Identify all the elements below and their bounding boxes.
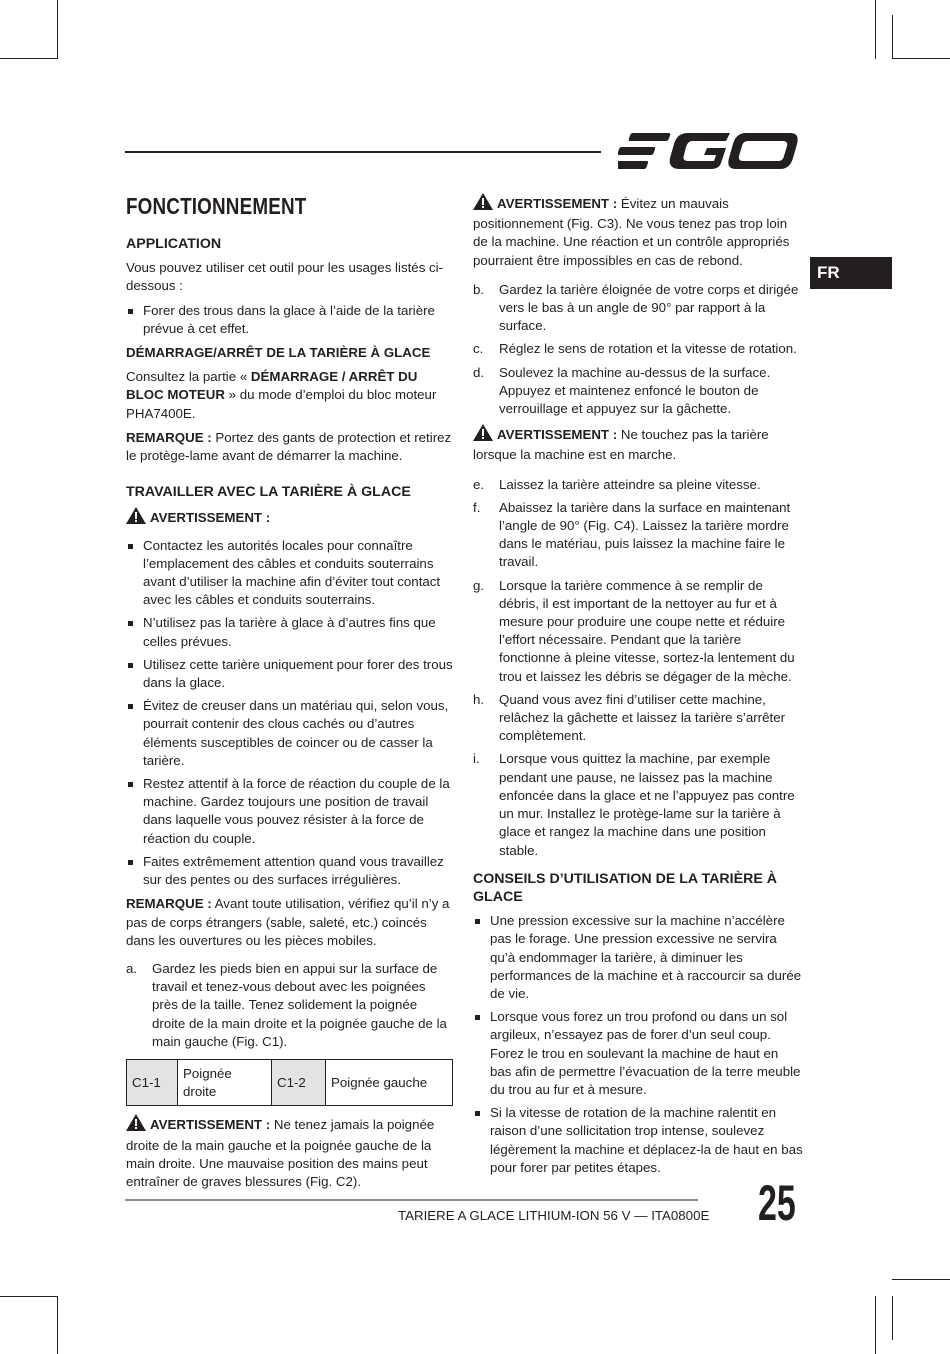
table-cell: C1-1 — [127, 1059, 178, 1105]
warning-text: Ne tenez jamais la poignée droite de la main gauche et la poignée gauche de la main droite. Une mauvaise position des mains peut entraîner de graves blessures (Fig. C2). — [126, 1117, 435, 1189]
table-cell: C1-2 — [272, 1059, 326, 1105]
right-column — [473, 193, 803, 1183]
tips-list — [473, 912, 803, 1177]
warning-label: AVERTISSEMENT : — [497, 427, 618, 443]
step-letter: d. — [473, 364, 485, 380]
list-item: Faites extrêmement attention quand vous travaillez sur des pentes ou des surfaces irrégulières. — [126, 853, 454, 889]
warning-paragraph — [473, 193, 803, 270]
warning-label: AVERTISSEMENT : — [497, 196, 618, 211]
working-list — [126, 537, 454, 890]
list-item: Une pression excessive sur la machine n’accélère pas le forage. Une pression excessive ne servira qu’à endommager la tarière, à diminuer les performances de la machine et à raccourcir sa durée de vie. — [473, 912, 803, 1003]
warning-icon — [473, 193, 493, 215]
footer-product-name: TARIERE A GLACE LITHIUM-ION 56 V — ITA0800E — [398, 1208, 710, 1223]
step-item — [473, 476, 803, 494]
warning-paragraph — [126, 1114, 454, 1191]
crop-mark — [0, 58, 58, 59]
step-item — [126, 960, 454, 1051]
step-text: Gardez les pieds bien en appui sur la surface de travail et tenez-vous debout avec les poignées près de la taille. Tenez solidement la poignée droite de la main droite et la poignée gauche de la main gauche (Fig. C1). — [152, 960, 447, 1049]
step-list — [126, 960, 454, 1051]
list-item: N’utilisez pas la tarière à glace à d’autres fins que celles prévues. — [126, 614, 454, 650]
step-list — [473, 281, 803, 418]
crop-mark — [57, 0, 58, 59]
step-text: Lorsque vous quittez la machine, par exemple pendant une pause, ne laissez pas la machine enfoncée dans la glace et ne l’appuyez pas contre un mur. Installez le protège-lame sur la tarière à glace et rangez la machine dans une position stable. — [499, 751, 795, 858]
crop-mark — [0, 1296, 58, 1297]
start-stop-paragraph — [126, 368, 454, 423]
step-letter: i. — [473, 751, 480, 767]
note-label: REMARQUE : — [126, 429, 212, 445]
working-heading: TRAVAILLER AVEC LA TARIÈRE À GLACE — [126, 484, 411, 501]
step-text: Laissez la tarière atteindre sa pleine vitesse. — [499, 476, 761, 492]
start-stop-heading: DÉMARRAGE/ARRÊT DE LA TARIÈRE À GLACE — [126, 345, 431, 361]
step-item — [473, 340, 803, 358]
warning-icon — [126, 507, 146, 529]
step-item — [473, 499, 803, 572]
list-item: Évitez de creuser dans un matériau qui, selon vous, pourrait contenir des clous cachés ou d’autres éléments susceptibles de coincer ou de casser la tarière. — [126, 697, 454, 770]
step-item — [473, 577, 803, 686]
step-text: Quand vous avez fini d’utiliser cette machine, relâchez la gâchette et laissez la tarière s’arrêter complètement. — [499, 691, 786, 744]
step-item — [473, 691, 803, 746]
list-item: Forer des trous dans la glace à l’aide de la tarière prévue à cet effet. — [126, 302, 454, 338]
warning-text: Ne touchez pas la tarière lorsque la machine est en marche. — [473, 427, 769, 463]
table-cell: Poignée droite — [178, 1059, 272, 1105]
step-text: Réglez le sens de rotation et la vitesse de rotation. — [499, 341, 797, 357]
bold-reference: DÉMARRAGE / ARRÊT DU BLOC MOTEUR — [126, 369, 418, 403]
list-item: Si la vitesse de rotation de la machine ralentit en raison d’une sollicitation trop intense, soulevez légèrement la machine et déplacez-la de haut en bas pour forer par petites étapes. — [473, 1104, 803, 1177]
application-intro: Vous pouvez utiliser cet outil pour les usages listés ci-dessous : — [126, 260, 444, 294]
step-list — [473, 476, 803, 860]
note-paragraph — [126, 429, 454, 465]
crop-mark — [892, 58, 950, 59]
step-letter: c. — [473, 341, 484, 357]
header-rule — [125, 151, 601, 153]
step-letter: h. — [473, 691, 485, 707]
crop-mark — [57, 1296, 58, 1354]
step-letter: g. — [473, 577, 485, 593]
crop-mark — [892, 1279, 950, 1280]
application-list — [126, 302, 454, 338]
step-text: Gardez la tarière éloignée de votre corps et dirigée vers le bas à un angle de 90° par rapport à la surface. — [499, 281, 799, 334]
crop-mark — [875, 1296, 876, 1354]
step-item — [473, 364, 803, 419]
crop-mark — [875, 0, 876, 59]
step-text: Soulevez la machine au-dessus de la surface. Appuyez et maintenez enfoncé le bouton de verrouillage et appuyez sur la gâchette. — [499, 364, 771, 417]
text-span: » du mode d’emploi du bloc moteur PHA7400E. — [126, 387, 437, 421]
warning-icon — [126, 1114, 146, 1136]
step-item — [473, 750, 803, 859]
footer-rule — [125, 1199, 698, 1201]
left-column — [126, 193, 454, 1197]
table-cell: Poignée gauche — [326, 1059, 453, 1105]
list-item: Restez attentif à la force de réaction du couple de la machine. Gardez toujours une position de travail dans laquelle vous pouvez résister à la force de réaction du couple. — [126, 775, 454, 848]
warning-text: Évitez un mauvais positionnement (Fig. C3). Ne vous tenez pas trop loin de la machine. Une réaction et un contrôle appropriés pourraient être impossibles en cas de rebond. — [473, 196, 790, 268]
warning-paragraph — [473, 424, 803, 464]
step-letter: e. — [473, 476, 485, 492]
step-text: Lorsque la tarière commence à se remplir de débris, il est important de la nettoyer au fur et à mesure pour produire une coupe nette et réduire l’effort nécessaire. Pendant que la tarière fonctionne à pleine vitesse, sortez-la lentement du trou et laissez les débris se dégager de la mèche. — [499, 577, 795, 684]
note-text: Avant toute utilisation, vérifiez qu’il n’y a pas de corps étrangers (sable, saleté, etc.) coincés dans les ouvertures ou les pièces mobiles. — [126, 896, 450, 948]
step-letter: b. — [473, 281, 485, 297]
ego-logo — [618, 130, 800, 172]
note-text: Portez des gants de protection et retirez le protège-lame avant de démarrer la machine. — [126, 429, 452, 464]
page-number: 25 — [758, 1175, 796, 1231]
table-row — [127, 1059, 453, 1105]
step-item — [473, 281, 803, 336]
section-title: FONCTIONNEMENT — [126, 193, 307, 219]
crop-mark — [892, 1296, 893, 1340]
warning-label: AVERTISSEMENT : — [150, 1117, 271, 1133]
list-item: Contactez les autorités locales pour connaître l’emplacement des câbles et conduits souterrains avant d’utiliser la machine afin d’éviter tout contact avec les câbles et conduits souterrains. — [126, 537, 454, 610]
warning-label: AVERTISSEMENT : — [150, 510, 271, 526]
figure-legend-table — [126, 1059, 453, 1106]
list-item: Utilisez cette tarière uniquement pour forer des trous dans la glace. — [126, 656, 454, 692]
list-item: Lorsque vous forez un trou profond ou dans un sol argileux, n’essayez pas de forer d’un seul coup. Forez le trou en soulevant la machine de haut en bas afin de permettre l’évacuation de la terre meuble du trou au fur et à mesure. — [473, 1008, 803, 1099]
tips-heading: CONSEILS D’UTILISATION DE LA TARIÈRE À GLACE — [473, 870, 777, 905]
language-tab: FR — [810, 257, 892, 289]
text-span: Consultez la partie « — [126, 369, 251, 385]
warning-icon — [473, 424, 493, 446]
application-heading: APPLICATION — [126, 236, 222, 252]
step-letter: a. — [126, 960, 138, 976]
note-paragraph — [126, 895, 454, 950]
note-label: REMARQUE : — [126, 896, 212, 912]
crop-mark — [892, 15, 893, 59]
step-text: Abaissez la tarière dans la surface en maintenant l’angle de 90° (Fig. C4). Laissez la tarière mordre dans le matériau, puis laissez la machine faire le travail. — [499, 499, 791, 570]
warning-heading — [126, 507, 454, 529]
step-letter: f. — [473, 499, 481, 515]
